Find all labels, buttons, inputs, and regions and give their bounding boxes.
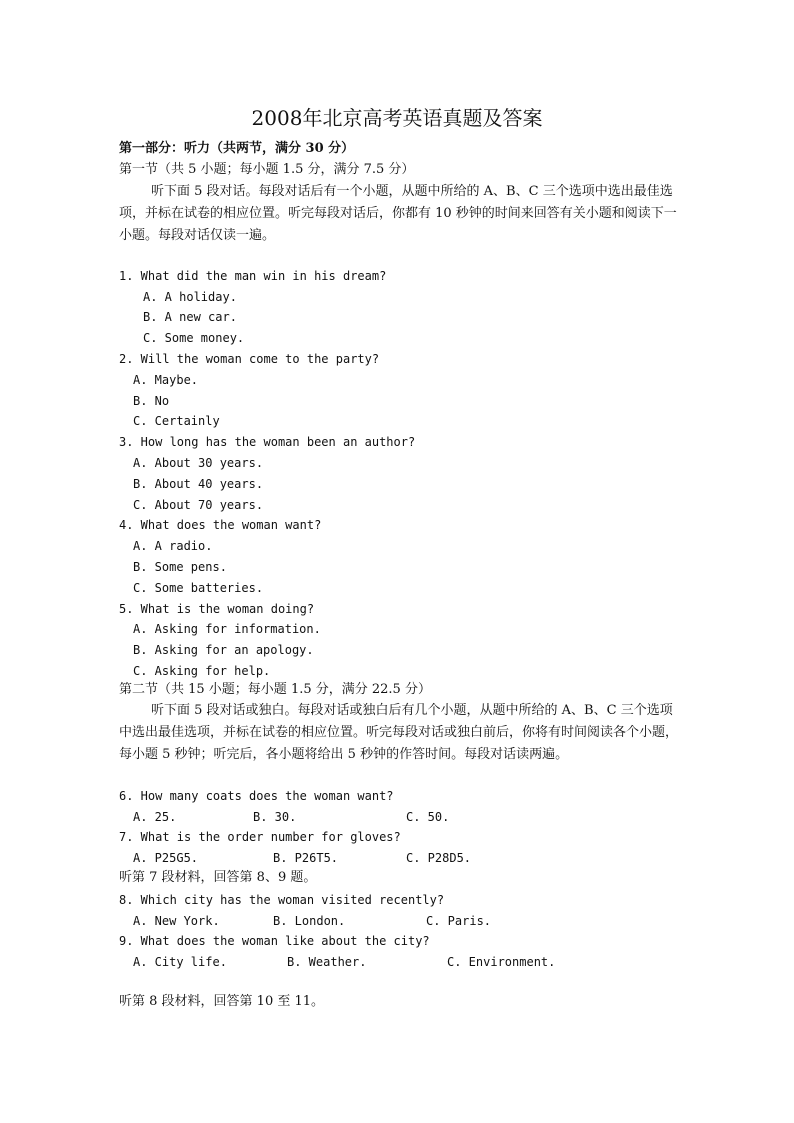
q8-option-b: B. London. [273,914,346,928]
question-2: 2. Will the woman come to the party? [119,352,380,366]
question-4: 4. What does the woman want? [119,518,322,532]
q6-option-c: C. 50. [406,810,450,824]
q9-option-b: B. Weather. [287,955,367,969]
question-7: 7. What is the order number for gloves? [119,830,401,844]
q4-option-a: A. A radio. [133,539,213,553]
q1-option-a: A. A holiday. [143,290,237,304]
q5-option-c: C. Asking for help. [133,664,271,678]
q2-option-a: A. Maybe. [133,373,199,387]
q1-option-b: B. A new car. [143,310,237,324]
q9-option-a: A. City life. [133,955,227,969]
question-1: 1. What did the man win in his dream? [119,269,387,283]
question-9: 9. What does the woman like about the city? [119,934,430,948]
material-7-note: 听第 7 段材料，回答第 8、9 题。 [119,870,317,885]
q8-option-a: A. New York. [133,914,220,928]
q3-option-b: B. About 40 years. [133,477,264,491]
q7-option-c: C. P28D5. [406,851,472,865]
section1-instructions: 听下面 5 段对话。每段对话后有一个小题，从题中所给的 A、B、C 三个选项中选出最佳选项，并标在试卷的相应位置。听完每段对话后，你都有 10 秒钟的时间来回答有关小题和阅读下一小题。每段对话仅读一遍。 [119,184,677,243]
q2-option-b: B. No [133,394,170,408]
q7-option-b: B. P26T5. [273,851,339,865]
q6-option-b: B. 30. [253,810,297,824]
q6-option-a: A. 25. [133,810,177,824]
part1-heading: 第一部分：听力（共两节，满分 30 分） [119,141,355,156]
q5-option-b: B. Asking for an apology. [133,643,314,657]
q4-option-b: B. Some pens. [133,560,227,574]
q7-option-a: A. P25G5. [133,851,199,865]
question-8: 8. Which city has the woman visited recently? [119,893,445,907]
section2-heading: 第二节（共 15 小题；每小题 1.5 分，满分 22.5 分） [119,682,431,697]
q1-option-c: C. Some money. [143,331,245,345]
q2-option-c: C. Certainly [133,414,220,428]
section2-instructions: 听下面 5 段对话或独白。每段对话或独白后有几个小题，从题中所给的 A、B、C 三个选项中选出最佳选项，并标在试卷的相应位置。听完每段对话或独白前后，你将有时间阅读各个小题，每小题 5 秒钟；听完后，各小题将给出 5 秒钟的作答时间。每段对话读两遍。 [119,703,679,762]
q8-option-c: C. Paris. [426,914,492,928]
q9-option-c: C. Environment. [447,955,556,969]
question-5: 5. What is the woman doing? [119,602,315,616]
page-title: 2008年北京高考英语真题及答案 [251,106,543,130]
question-3: 3. How long has the woman been an author? [119,435,416,449]
material-8-note: 听第 8 段材料，回答第 10 至 11。 [119,994,325,1009]
section1-heading: 第一节（共 5 小题；每小题 1.5 分，满分 7.5 分） [119,162,415,177]
q3-option-a: A. About 30 years. [133,456,264,470]
q4-option-c: C. Some batteries. [133,581,264,595]
q5-option-a: A. Asking for information. [133,622,321,636]
q3-option-c: C. About 70 years. [133,498,264,512]
question-6: 6. How many coats does the woman want? [119,789,394,803]
